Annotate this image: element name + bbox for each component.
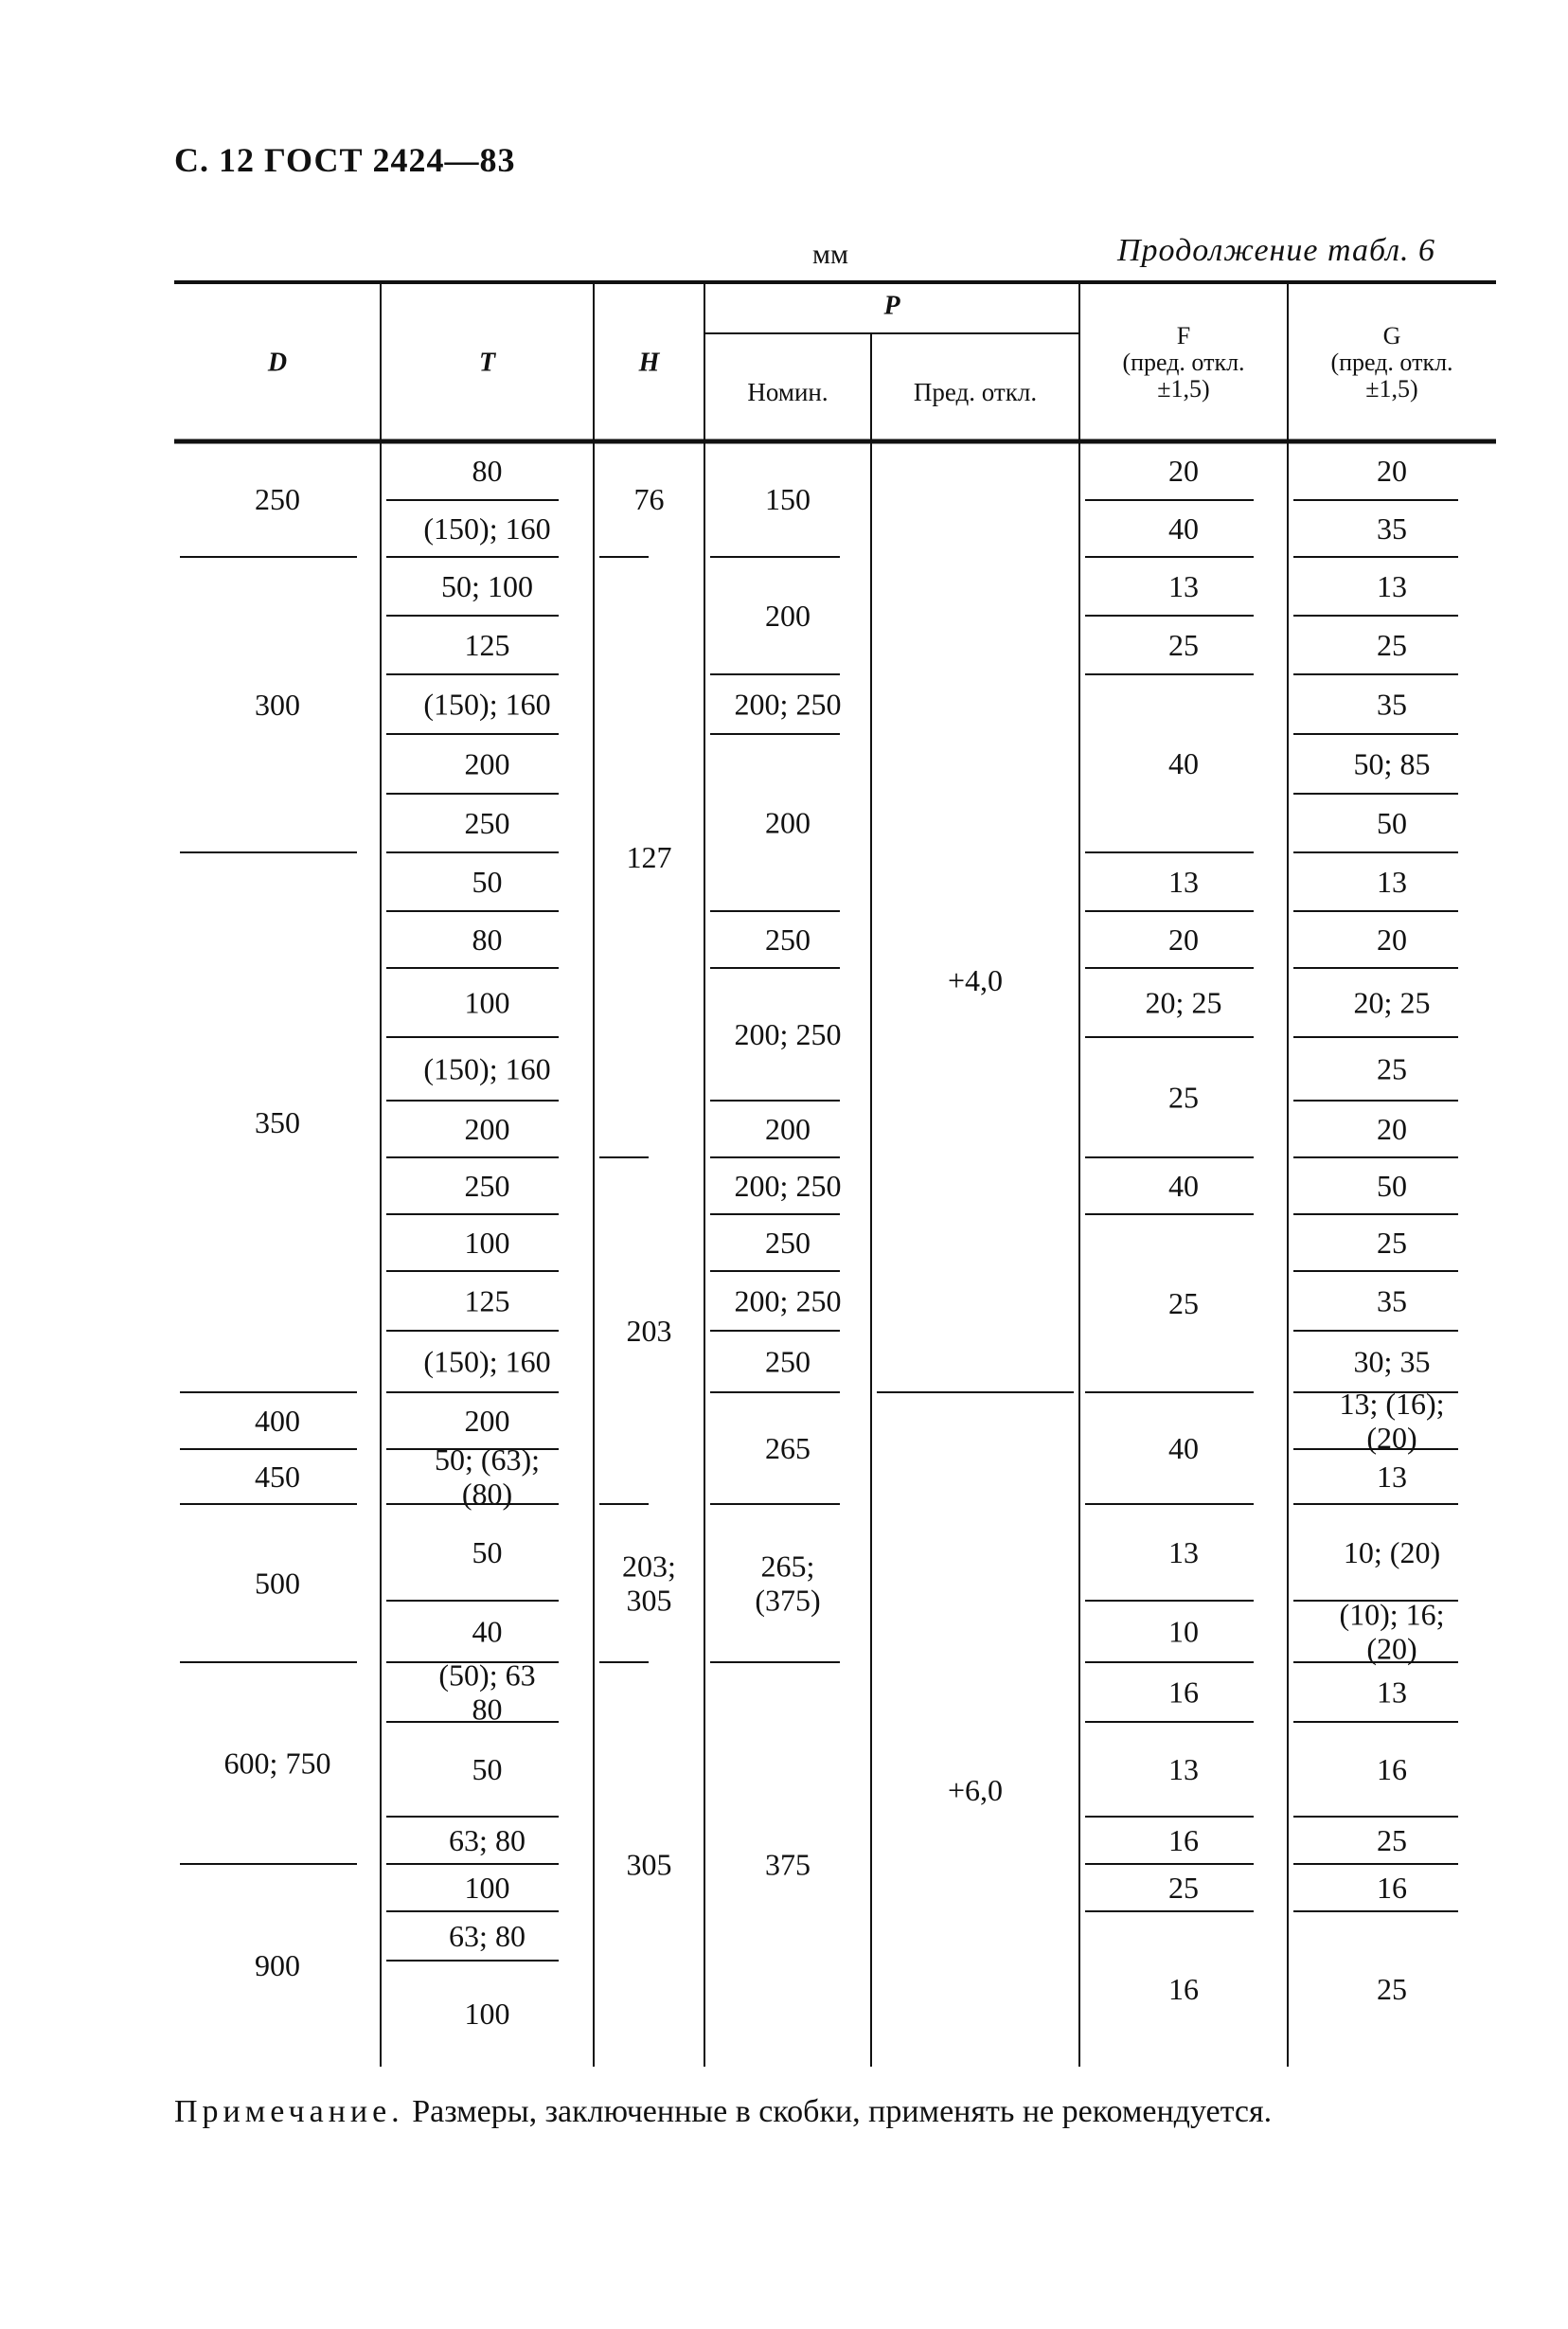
cell-t: 50; (63); (80) xyxy=(434,1442,541,1511)
cell-t: 100 xyxy=(464,985,510,1020)
header-f: F (пред. откл. ±1,5) xyxy=(1122,321,1245,403)
cell-g: 16 xyxy=(1377,1751,1407,1786)
cell-t: (150); 160 xyxy=(423,1344,551,1379)
note-label: Примечание. xyxy=(174,2094,404,2129)
cell-f: 10 xyxy=(1168,1614,1199,1649)
cell-d: 450 xyxy=(255,1459,300,1494)
cell-p-dev: +6,0 xyxy=(947,1772,1004,1807)
cell-t: 63; 80 xyxy=(449,1822,526,1857)
cell-f: 13 xyxy=(1168,1534,1199,1569)
cell-f: 25 xyxy=(1168,1080,1199,1115)
cell-g: 50 xyxy=(1377,805,1407,840)
cell-h: 203 xyxy=(626,1313,672,1348)
cell-f: 13 xyxy=(1168,568,1199,603)
cell-t: 40 xyxy=(472,1614,503,1649)
cell-t: (50); 63 80 xyxy=(438,1657,536,1727)
cell-g: 13 xyxy=(1377,864,1407,899)
cell-g: 13 xyxy=(1377,1459,1407,1494)
cell-p-nom: 265 xyxy=(765,1430,811,1465)
header-p-nominal: Номин. xyxy=(747,378,829,407)
cell-f: 16 xyxy=(1168,1675,1199,1710)
cell-f: 40 xyxy=(1168,745,1199,780)
page-header: С. 12 ГОСТ 2424—83 xyxy=(174,141,516,179)
cell-t: 100 xyxy=(464,1870,510,1905)
cell-t: 50 xyxy=(472,1751,503,1786)
cell-g: 25 xyxy=(1377,1971,1407,2006)
cell-g: 10; (20) xyxy=(1343,1534,1441,1569)
cell-t: 100 xyxy=(464,1225,510,1260)
cell-p-nom: 200; 250 xyxy=(734,1016,842,1051)
cell-f: 13 xyxy=(1168,864,1199,899)
cell-f: 25 xyxy=(1168,1285,1199,1320)
cell-p-nom: 250 xyxy=(765,1344,811,1379)
cell-g: 25 xyxy=(1377,1822,1407,1857)
cell-t: 200 xyxy=(464,1111,510,1146)
cell-h: 203; 305 xyxy=(622,1549,676,1618)
cell-g: 13 xyxy=(1377,1675,1407,1710)
cell-p-nom: 250 xyxy=(765,922,811,957)
cell-f: 40 xyxy=(1168,1430,1199,1465)
cell-f: 20; 25 xyxy=(1145,985,1222,1020)
cell-t: 50 xyxy=(472,864,503,899)
header-d: D xyxy=(267,348,288,378)
cell-d: 350 xyxy=(255,1104,300,1139)
cell-t: 250 xyxy=(464,805,510,840)
cell-f: 25 xyxy=(1168,627,1199,662)
cell-g: 50; 85 xyxy=(1353,746,1431,781)
cell-t: 250 xyxy=(464,1168,510,1203)
cell-p-nom: 375 xyxy=(765,1847,811,1882)
cell-t: 63; 80 xyxy=(449,1918,526,1953)
cell-t: 50; 100 xyxy=(441,568,533,603)
cell-g: 35 xyxy=(1377,511,1407,546)
cell-p-nom: 150 xyxy=(765,481,811,516)
cell-t: 80 xyxy=(472,922,503,957)
cell-g: 13 xyxy=(1377,568,1407,603)
cell-g: 20 xyxy=(1377,922,1407,957)
table-note xyxy=(174,2091,1494,2133)
cell-p-nom: 200; 250 xyxy=(734,1283,842,1318)
cell-g: 35 xyxy=(1377,1283,1407,1318)
cell-p-dev: +4,0 xyxy=(947,962,1004,997)
cell-d: 250 xyxy=(255,481,300,516)
cell-t: 100 xyxy=(464,1996,510,2031)
cell-h: 127 xyxy=(626,839,672,874)
cell-g: 13; (16); (20) xyxy=(1339,1386,1445,1455)
cell-f: 20 xyxy=(1168,922,1199,957)
cell-t: 125 xyxy=(464,1283,510,1318)
cell-p-nom: 265; (375) xyxy=(755,1549,821,1618)
cell-p-nom: 200 xyxy=(765,598,811,633)
cell-g: 35 xyxy=(1377,687,1407,722)
cell-p-nom: 250 xyxy=(765,1225,811,1260)
cell-t: (150); 160 xyxy=(423,687,551,722)
cell-h: 76 xyxy=(633,481,665,516)
cell-t: 200 xyxy=(464,746,510,781)
cell-f: 13 xyxy=(1168,1751,1199,1786)
cell-d: 600; 750 xyxy=(223,1746,331,1781)
cell-g: (10); 16; (20) xyxy=(1339,1597,1445,1666)
cell-p-nom: 200 xyxy=(765,1111,811,1146)
cell-g: 20; 25 xyxy=(1353,985,1431,1020)
cell-d: 400 xyxy=(255,1403,300,1438)
cell-g: 25 xyxy=(1377,1051,1407,1086)
table-continuation-caption: Продолжение табл. 6 xyxy=(1117,233,1436,268)
header-t: T xyxy=(478,348,496,378)
cell-d: 900 xyxy=(255,1947,300,1982)
cell-f: 40 xyxy=(1168,1168,1199,1203)
cell-p-nom: 200; 250 xyxy=(734,687,842,722)
cell-f: 20 xyxy=(1168,453,1199,488)
cell-p-nom: 200; 250 xyxy=(734,1168,842,1203)
cell-t: 50 xyxy=(472,1534,503,1569)
cell-t: 200 xyxy=(464,1403,510,1438)
cell-g: 20 xyxy=(1377,453,1407,488)
cell-g: 25 xyxy=(1377,1225,1407,1260)
cell-f: 16 xyxy=(1168,1971,1199,2006)
cell-f: 25 xyxy=(1168,1870,1199,1905)
cell-g: 50 xyxy=(1377,1168,1407,1203)
header-g: G (пред. откл. ±1,5) xyxy=(1330,321,1453,403)
cell-f: 40 xyxy=(1168,511,1199,546)
cell-t: (150); 160 xyxy=(423,1051,551,1086)
cell-d: 500 xyxy=(255,1566,300,1601)
cell-h: 305 xyxy=(626,1847,672,1882)
cell-g: 30; 35 xyxy=(1353,1344,1431,1379)
cell-d: 300 xyxy=(255,687,300,722)
cell-p-nom: 200 xyxy=(765,805,811,840)
cell-t: 80 xyxy=(472,453,503,488)
header-h: H xyxy=(638,348,660,378)
cell-f: 16 xyxy=(1168,1822,1199,1857)
cell-g: 16 xyxy=(1377,1870,1407,1905)
header-p: P xyxy=(883,291,900,321)
unit-label: мм xyxy=(812,239,848,270)
table-cells xyxy=(224,292,1453,2031)
header-p-deviation: Пред. откл. xyxy=(913,378,1038,407)
cell-g: 25 xyxy=(1377,627,1407,662)
cell-t: 125 xyxy=(464,627,510,662)
cell-g: 20 xyxy=(1377,1111,1407,1146)
note-text: Размеры, заключенные в скобки, применять не рекомендуется. xyxy=(412,2094,1273,2129)
cell-t: (150); 160 xyxy=(423,511,551,546)
